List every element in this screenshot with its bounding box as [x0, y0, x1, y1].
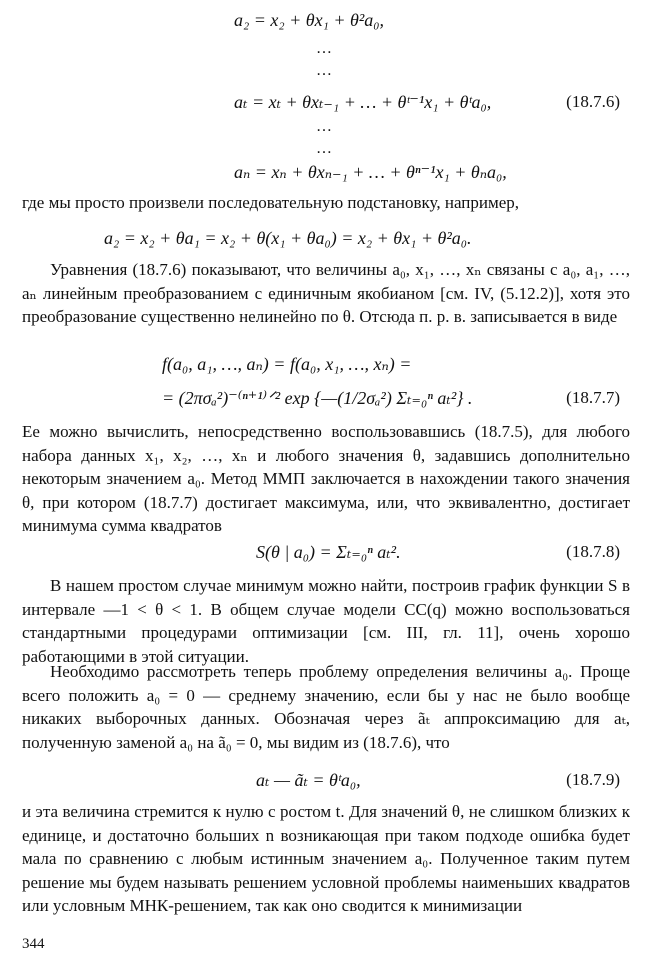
vertical-dots: … — [316, 140, 333, 157]
equation-approximation: aₜ — ãₜ = θᵗa₀, — [256, 770, 361, 790]
paragraph-jacobian: Уравнения (18.7.6) показывают, что величины a₀, x₁, …, xₙ связаны с a₀, a₁, …, aₙ линейным преобразованием с единичным якобианом [см. IV, (5.12.2)], хотя это преобразование существенно нелинейно по θ. Отсюда п. р. в. записывается в виде — [22, 260, 630, 327]
equation-pdf-line1: f(a₀, a₁, …, aₙ) = f(a₀, x₁, …, xₙ) = — [162, 354, 412, 374]
paragraph-minimum: В нашем простом случае минимум можно найти, построив график функции S в интервале —1 < θ < 1. В общем случае модели CC(q) можно воспользоваться стандартными процедурами оптимизации [см. III, гл. 11], очень хорошо работающими в этой ситуации. — [22, 576, 630, 666]
equation-a2: a₂ = x₂ + θx₁ + θ²a₀, — [234, 10, 385, 30]
equation-number: (18.7.8) — [566, 542, 620, 561]
paragraph-substitution: где мы просто произвели последовательную подстановку, например, — [22, 193, 520, 212]
equation-number: (18.7.9) — [566, 770, 620, 789]
paragraph-conditional-lsq: и эта величина стремится к нулю с ростом t. Для значений θ, не слишком близких к единице, и достаточно больших n возникающая при таком подходе ошибка будет мала по сравнению с любым истинным значением a₀. Полученное таким путем решение мы будем называть решением условной проблемы наименьших квадратов или условным МНК-решением, так как оно сводится к минимизации — [22, 802, 630, 916]
paragraph-initial-value: Необходимо рассмотреть теперь проблему определения величины a₀. Проще всего положить a₀ = 0 — среднему значению, если бы у нас не было вообще никаких выборочных данных. Обозначая через ãₜ аппроксимацию для aₜ, полученную заменой a₀ на ã₀ = 0, мы видим из (18.7.6), что — [22, 662, 630, 752]
vertical-dots: … — [316, 118, 333, 135]
equation-substitution-example: a₂ = x₂ + θa₁ = x₂ + θ(x₁ + θa₀) = x₂ + θx₁ + θ²a₀. — [104, 228, 472, 248]
vertical-dots: … — [316, 62, 333, 79]
equation-number: (18.7.7) — [566, 388, 620, 407]
vertical-dots: … — [316, 40, 333, 57]
equation-pdf-line2: = (2πσₐ²)⁻⁽ⁿ⁺¹⁾ᐟ² exp {—(1/2σₐ²) Σₜ₌₀ⁿ aₜ²} . — [162, 388, 473, 408]
page-number: 344 — [22, 936, 45, 952]
equation-at: aₜ = xₜ + θxₜ₋₁ + … + θᵗ⁻¹x₁ + θᵗa₀, — [234, 92, 492, 112]
equation-an: aₙ = xₙ + θxₙ₋₁ + … + θⁿ⁻¹x₁ + θₙa₀, — [234, 162, 507, 182]
equation-number: (18.7.6) — [566, 92, 620, 111]
paragraph-mle: Ее можно вычислить, непосредственно воспользовавшись (18.7.5), для любого набора данных x₁, x₂, …, xₙ и любого значения θ, задавшись дополнительно некоторым значением a₀. Метод ММП заключается в нахождении такого значения θ, при котором (18.7.7) достигает максимума, или, что эквивалентно, достигает минимума сумма квадратов — [22, 422, 630, 536]
equation-sum-squares: S(θ | a₀) = Σₜ₌₀ⁿ aₜ². — [256, 542, 401, 562]
